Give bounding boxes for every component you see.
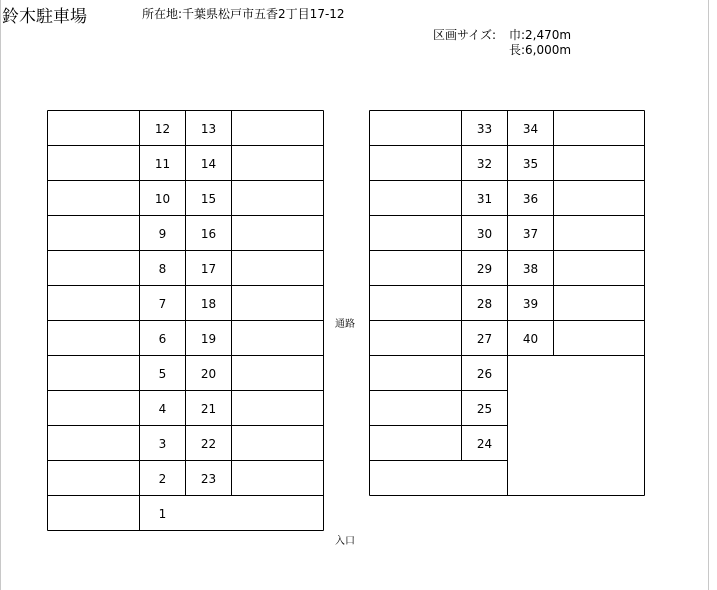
parking-space-23[interactable]: 23 [200,472,217,486]
parking-space-17[interactable]: 17 [200,262,217,276]
parking-space-37[interactable]: 37 [522,227,539,241]
parking-space-3[interactable]: 3 [158,437,167,451]
address-text: 所在地:千葉県松戸市五香2丁目17-12 [142,7,345,21]
parking-space-35[interactable]: 35 [522,157,539,171]
size-width: 巾:2,470m [509,28,572,42]
parking-space-16[interactable]: 16 [200,227,217,241]
parking-space-1[interactable]: 1 [158,507,167,521]
parking-space-8[interactable]: 8 [158,262,167,276]
parking-space-18[interactable]: 18 [200,297,217,311]
size-length: 長:6,000m [509,43,572,57]
parking-space-13[interactable]: 13 [200,122,217,136]
parking-space-24[interactable]: 24 [476,437,493,451]
aisle-label: 通路 [335,319,355,330]
parking-space-32[interactable]: 32 [476,157,493,171]
parking-space-21[interactable]: 21 [200,402,217,416]
parking-space-20[interactable]: 20 [200,367,217,381]
parking-space-28[interactable]: 28 [476,297,493,311]
parking-space-6[interactable]: 6 [158,332,167,346]
parking-space-27[interactable]: 27 [476,332,493,346]
parking-space-14[interactable]: 14 [200,157,217,171]
parking-space-38[interactable]: 38 [522,262,539,276]
parking-space-25[interactable]: 25 [476,402,493,416]
parking-space-33[interactable]: 33 [476,122,493,136]
parking-space-36[interactable]: 36 [522,192,539,206]
parking-space-40[interactable]: 40 [522,332,539,346]
page-title: 鈴木駐車場 [2,7,87,27]
entrance-label: 入口 [335,536,355,547]
parking-space-4[interactable]: 4 [158,402,167,416]
size-label: 区画サイズ: [433,28,497,42]
parking-space-9[interactable]: 9 [158,227,167,241]
parking-space-12[interactable]: 12 [154,122,171,136]
parking-space-19[interactable]: 19 [200,332,217,346]
parking-space-11[interactable]: 11 [154,157,171,171]
parking-space-2[interactable]: 2 [158,472,167,486]
parking-space-29[interactable]: 29 [476,262,493,276]
parking-space-22[interactable]: 22 [200,437,217,451]
parking-space-5[interactable]: 5 [158,367,167,381]
parking-space-15[interactable]: 15 [200,192,217,206]
parking-space-7[interactable]: 7 [158,297,167,311]
parking-space-39[interactable]: 39 [522,297,539,311]
parking-space-31[interactable]: 31 [476,192,493,206]
parking-space-30[interactable]: 30 [476,227,493,241]
parking-space-34[interactable]: 34 [522,122,539,136]
parking-space-26[interactable]: 26 [476,367,493,381]
parking-space-10[interactable]: 10 [154,192,171,206]
